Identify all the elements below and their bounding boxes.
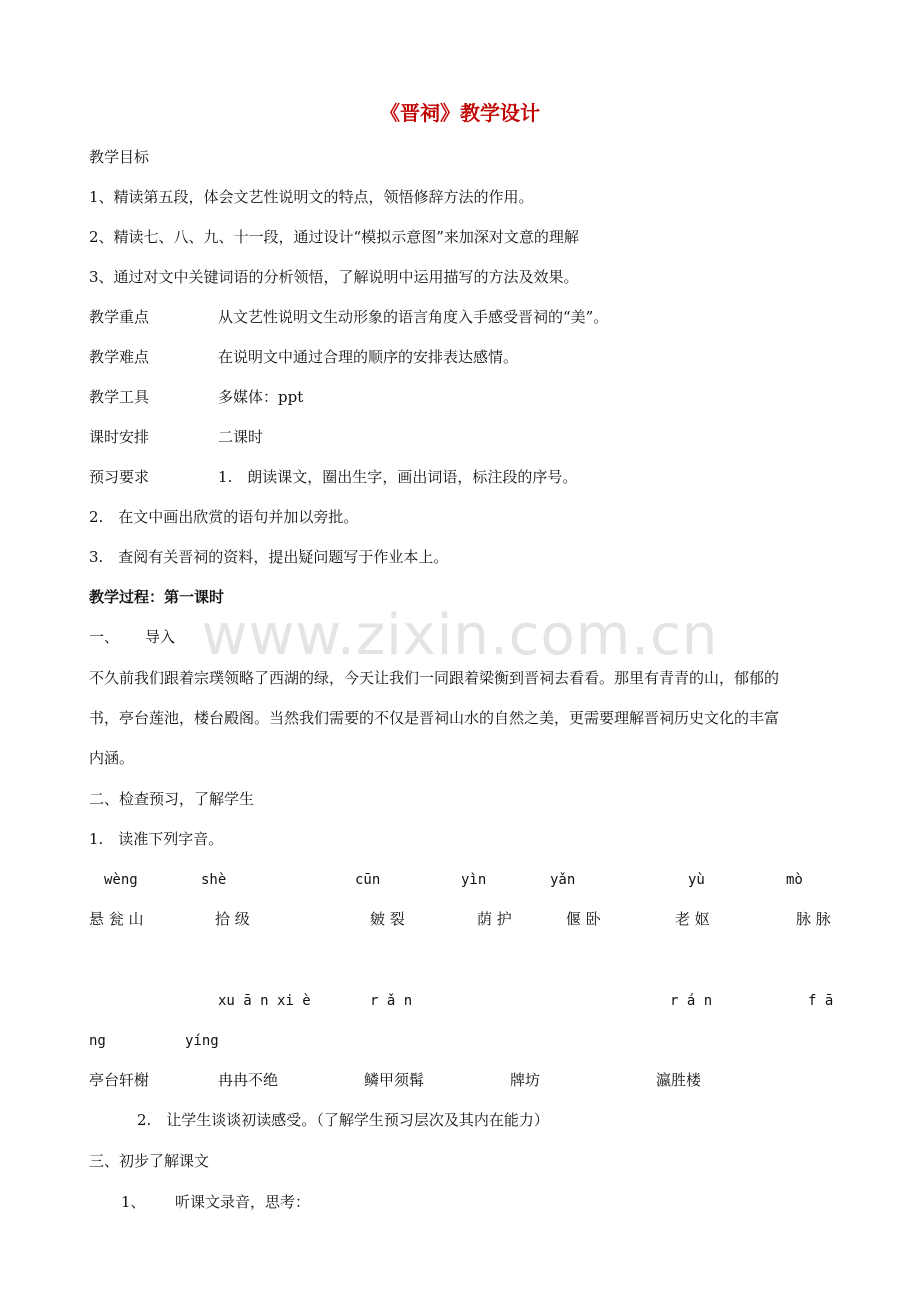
word-linjiaxuran: 鳞甲须髯 — [364, 1071, 425, 1089]
word-ranranbujue: 冉冉不绝 — [218, 1071, 279, 1089]
info-label-difficulty: 教学难点 — [89, 348, 150, 366]
info-label-preview: 预习要求 — [89, 468, 150, 486]
pinyin-ng: ng — [89, 1033, 106, 1049]
talk-instruction: 2. 让学生谈谈初读感受。（了解学生预习层次及其内在能力） — [137, 1111, 549, 1129]
info-label-tools: 教学工具 — [89, 388, 150, 406]
section-1-number: 一、 — [89, 628, 120, 646]
info-label-schedule: 课时安排 — [89, 428, 150, 446]
info-value-preview: 1. 朗读课文，圈出生字，画出词语，标注段的序号。 — [218, 468, 578, 486]
pinyin-yan: yǎn — [550, 872, 576, 888]
pinyin-ran2: r á n — [670, 993, 713, 1009]
word-sheji: 拾 级 — [215, 910, 250, 928]
intro-line-2: 书，亭台莲池，楼台殿阁。当然我们需要的不仅是晋祠山水的自然之美，更需要理解晋祠历史文化的丰富 — [89, 709, 780, 727]
read-instruction: 1. 读准下列字音。 — [89, 830, 224, 848]
prep-item-2: 2. 在文中画出欣赏的语句并加以旁批。 — [89, 508, 359, 526]
info-value-schedule: 二课时 — [218, 428, 264, 446]
goal-item-1: 1、精读第五段，体会文艺性说明文的特点，领悟修辞方法的作用。 — [89, 188, 534, 206]
info-value-difficulty: 在说明文中通过合理的顺序的安排表达感情。 — [218, 348, 519, 366]
intro-line-1: 不久前我们跟着宗璞领略了西湖的绿，今天让我们一同跟着梁衡到晋祠去看看。那里有青青的山，郁郁的 — [89, 669, 780, 687]
process-heading: 教学过程：第一课时 — [89, 588, 225, 606]
word-yinhu: 荫 护 — [477, 910, 512, 928]
pinyin-cun: cūn — [355, 872, 381, 888]
section-3-item-number: 1、 — [121, 1193, 146, 1211]
goal-item-2: 2、精读七、八、九、十一段，通过设计“模拟示意图”来加深对文意的理解 — [89, 228, 579, 246]
section-2-heading: 二、检查预习，了解学生 — [89, 790, 255, 808]
pinyin-ran3: r ǎ n — [370, 993, 413, 1009]
word-xuanwengshan: 悬 瓮 山 — [89, 910, 144, 928]
section-3-heading: 三、初步了解课文 — [89, 1152, 210, 1170]
word-laoyu: 老 妪 — [675, 910, 710, 928]
goals-heading: 教学目标 — [89, 148, 150, 166]
info-label-focus: 教学重点 — [89, 308, 150, 326]
pinyin-yin: yìn — [461, 872, 487, 888]
pinyin-ying: yíng — [185, 1033, 219, 1049]
pinyin-xuanxie: xu ā n xi è — [218, 993, 311, 1009]
pinyin-mo: mò — [786, 872, 803, 888]
word-tingtaixuanxie: 亭台轩榭 — [89, 1071, 150, 1089]
goal-item-3: 3、通过对文中关键词语的分析领悟，了解说明中运用描写的方法及效果。 — [89, 268, 579, 286]
section-1-title: 导入 — [145, 628, 176, 646]
word-yingshenglou: 瀛胜楼 — [656, 1071, 702, 1089]
pinyin-fa: f ā — [808, 993, 834, 1009]
watermark: www.zixin.com.cn — [201, 603, 719, 668]
page-title: 《晋祠》教学设计 — [380, 101, 540, 125]
prep-item-3: 3. 查阅有关晋祠的资料，提出疑问题写于作业本上。 — [89, 548, 449, 566]
pinyin-she: shè — [201, 872, 227, 888]
word-yanwo: 偃 卧 — [566, 910, 601, 928]
section-3-item: 听课文录音，思考： — [175, 1193, 311, 1211]
pinyin-weng: wèng — [104, 872, 138, 888]
info-value-tools: 多媒体：ppt — [218, 388, 304, 406]
intro-line-3: 内涵。 — [89, 749, 135, 767]
info-value-focus: 从文艺性说明文生动形象的语言角度入手感受晋祠的“美”。 — [218, 308, 609, 326]
word-momo: 脉 脉 — [796, 910, 831, 928]
word-cunlie: 皴 裂 — [370, 910, 405, 928]
word-paifang: 牌坊 — [510, 1071, 541, 1089]
pinyin-yu: yù — [688, 872, 705, 888]
